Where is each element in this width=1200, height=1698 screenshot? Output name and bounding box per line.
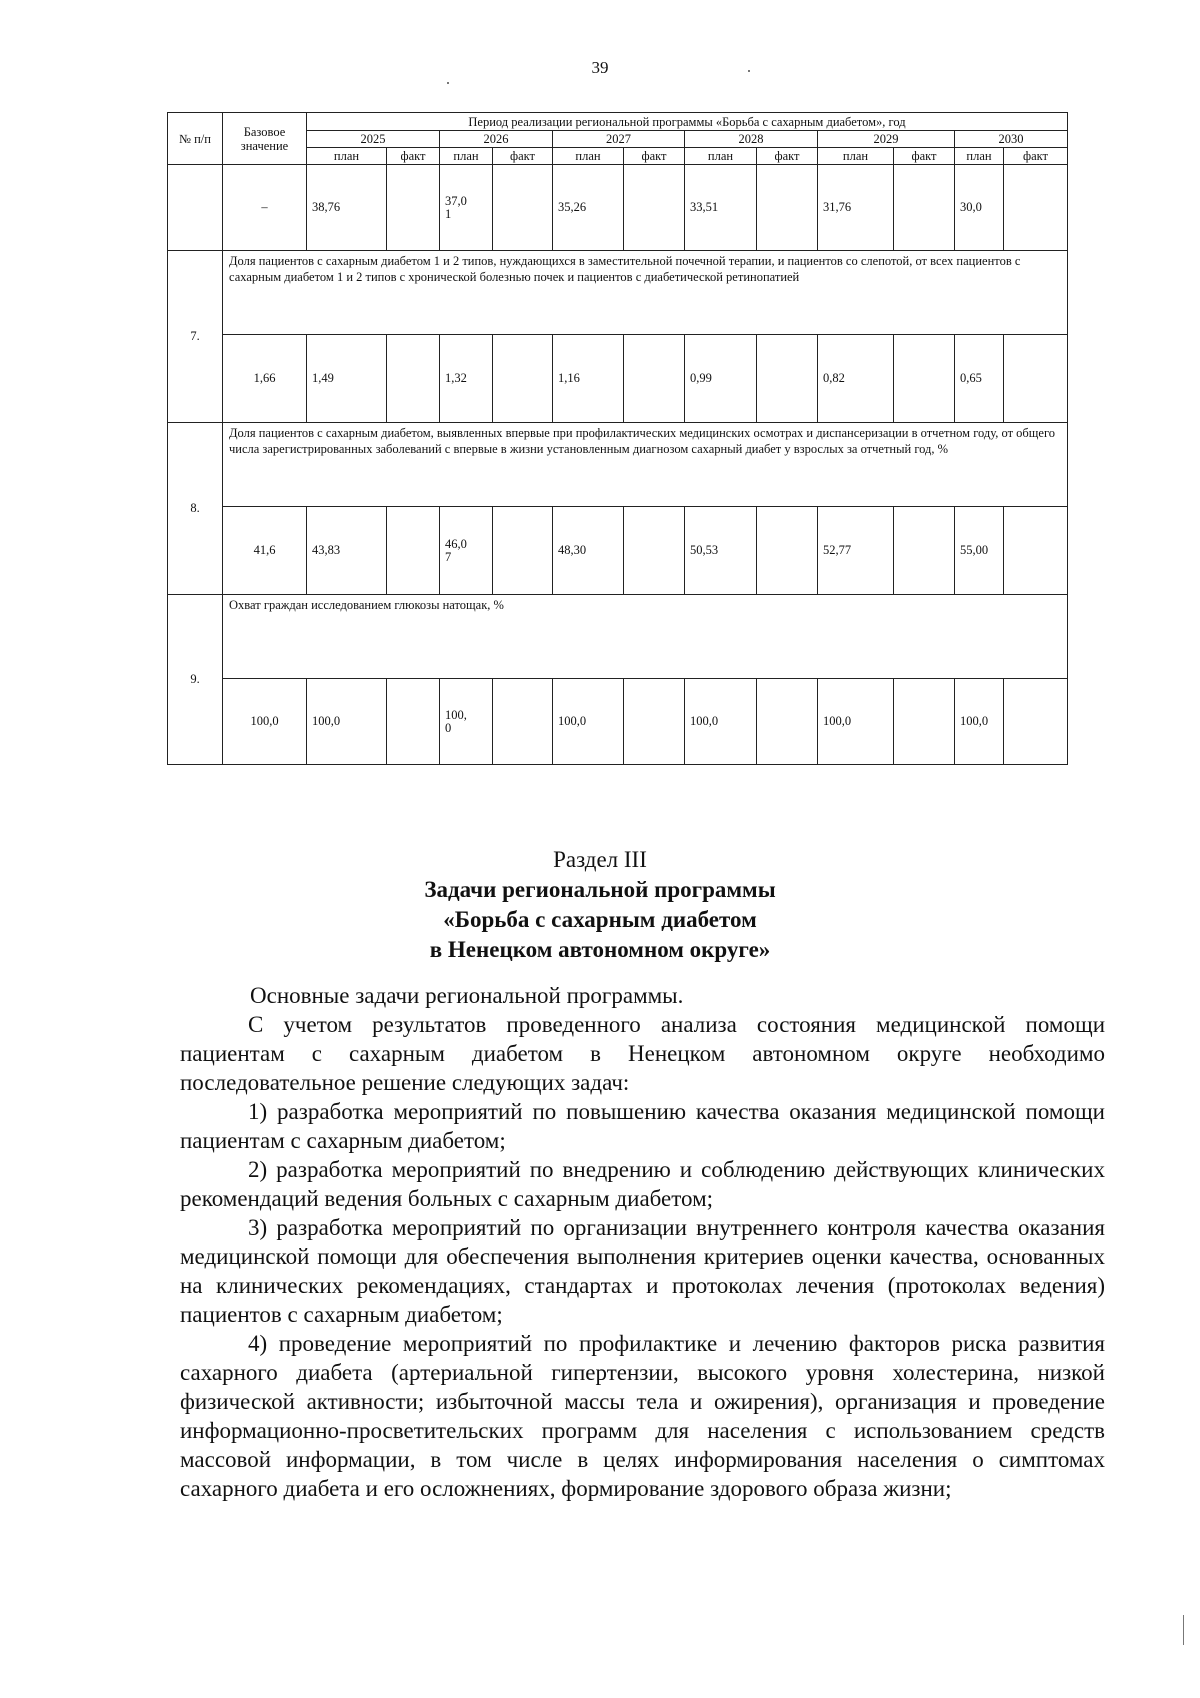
year-header: 2030 <box>955 131 1068 148</box>
base-value: 100,0 <box>223 679 307 765</box>
fact-value <box>387 165 440 251</box>
plan-value: 100,0 <box>818 679 894 765</box>
fact-header: факт <box>757 148 818 165</box>
plan-value: 50,53 <box>685 507 757 595</box>
section-label: Раздел III <box>553 847 647 872</box>
fact-value <box>757 679 818 765</box>
fact-header: факт <box>387 148 440 165</box>
fact-header: факт <box>493 148 553 165</box>
fact-value <box>1004 507 1068 595</box>
plan-value: 48,30 <box>553 507 624 595</box>
plan-value: 1,16 <box>553 335 624 423</box>
plan-value: 100, 0 <box>440 679 493 765</box>
plan-header: план <box>955 148 1004 165</box>
table-row <box>168 679 1068 765</box>
section-title-line: Задачи региональной программы <box>424 877 776 902</box>
section-title-line: «Борьба с сахарным диабетом <box>443 907 757 932</box>
plan-header: план <box>307 148 387 165</box>
fact-value <box>387 679 440 765</box>
table-row <box>168 165 1068 251</box>
fact-value <box>1004 165 1068 251</box>
col-header-base: Базовое значение <box>223 113 307 165</box>
fact-value <box>387 507 440 595</box>
fact-value <box>894 679 955 765</box>
table-row <box>168 595 1068 679</box>
fact-value <box>624 507 685 595</box>
year-header: 2026 <box>440 131 553 148</box>
fact-value <box>757 335 818 423</box>
col-header-num: № п/п <box>168 113 223 165</box>
scan-edge-mark <box>1183 1615 1184 1645</box>
table-row <box>168 507 1068 595</box>
plan-value: 100,0 <box>685 679 757 765</box>
plan-value: 100,0 <box>553 679 624 765</box>
plan-value: 100,0 <box>307 679 387 765</box>
plan-header: план <box>685 148 757 165</box>
col-header-period: Период реализации региональной программы «Борьба с сахарным диабетом», год <box>307 113 1068 131</box>
paragraph: 4) проведение мероприятий по профилактике и лечению факторов риска развития сахарного диабета (артериальной гипертензии, высокого уровня холестерина, низкой физической активности; избыточной массы тела и ожирения), организация и проведение информационно-просветительских программ для населения с использованием средств массовой информации, в том числе в целях информирования населения о симптомах сахарного диабета и его осложнениях, формирование здорового образа жизни; <box>180 1331 1105 1501</box>
row-num <box>168 165 223 251</box>
fact-value <box>624 679 685 765</box>
paragraph: 2) разработка мероприятий по внедрению и соблюдению действующих клинических рекомендаций ведения больных с сахарным диабетом; <box>180 1157 1105 1211</box>
plan-value: 1,32 <box>440 335 493 423</box>
fact-value <box>493 679 553 765</box>
indicators-table <box>167 112 1068 765</box>
page-number: 39 <box>591 58 609 77</box>
plan-value: 46,0 7 <box>440 507 493 595</box>
fact-value <box>757 507 818 595</box>
plan-header: план <box>818 148 894 165</box>
row-num: 8. <box>168 423 223 595</box>
fact-value <box>493 335 553 423</box>
year-header: 2027 <box>553 131 685 148</box>
base-value: 41,6 <box>223 507 307 595</box>
year-header: 2028 <box>685 131 818 148</box>
paragraph: С учетом результатов проведенного анализа состояния медицинской помощи пациентам с сахарным диабетом в Ненецком автономном округе необходимо последовательное решение следующих задач: <box>180 1012 1105 1095</box>
row-num: 9. <box>168 595 223 765</box>
fact-value <box>624 165 685 251</box>
section-title-line: в Ненецком автономном округе» <box>429 937 771 962</box>
plan-value: 100,0 <box>955 679 1004 765</box>
fact-value <box>387 335 440 423</box>
paragraph: 3) разработка мероприятий по организации внутреннего контроля качества оказания медицинской помощи для обеспечения выполнения критериев оценки качества, основанных на клинических рекомендациях, стандартах и протоколах лечения (протоколах ведения) пациентов с сахарным диабетом; <box>180 1215 1105 1327</box>
body-text <box>180 981 1105 1503</box>
plan-value: 35,26 <box>553 165 624 251</box>
plan-value: 31,76 <box>818 165 894 251</box>
indicator-description: Охват граждан исследованием глюкозы натощак, % <box>223 595 1068 679</box>
table-row <box>168 423 1068 507</box>
fact-value <box>493 507 553 595</box>
fact-value <box>1004 679 1068 765</box>
plan-value: 52,77 <box>818 507 894 595</box>
fact-value <box>894 335 955 423</box>
fact-value <box>1004 335 1068 423</box>
table-row <box>168 335 1068 423</box>
section-heading <box>0 845 1200 965</box>
plan-value: 0,99 <box>685 335 757 423</box>
base-value: 1,66 <box>223 335 307 423</box>
plan-value: 33,51 <box>685 165 757 251</box>
plan-header: план <box>440 148 493 165</box>
plan-value: 30,0 <box>955 165 1004 251</box>
plan-header: план <box>553 148 624 165</box>
fact-value <box>624 335 685 423</box>
plan-value: 0,65 <box>955 335 1004 423</box>
table-row <box>168 251 1068 335</box>
plan-value: 43,83 <box>307 507 387 595</box>
year-header: 2025 <box>307 131 440 148</box>
row-num: 7. <box>168 251 223 423</box>
fact-value <box>757 165 818 251</box>
plan-value: 37,0 1 <box>440 165 493 251</box>
plan-value: 55,00 <box>955 507 1004 595</box>
scan-speck <box>748 70 750 72</box>
scan-speck <box>447 82 449 84</box>
plan-value: 0,82 <box>818 335 894 423</box>
fact-header: факт <box>894 148 955 165</box>
plan-value: 38,76 <box>307 165 387 251</box>
paragraph: 1) разработка мероприятий по повышению качества оказания медицинской помощи пациентам с сахарным диабетом; <box>180 1099 1105 1153</box>
fact-header: факт <box>1004 148 1068 165</box>
fact-value <box>493 165 553 251</box>
paragraph: Основные задачи региональной программы. <box>250 983 684 1008</box>
year-header: 2029 <box>818 131 955 148</box>
indicator-description: Доля пациентов с сахарным диабетом, выявленных впервые при профилактических медицинских осмотрах и диспансеризации в отчетном году, от общего числа зарегистрированных заболеваний с впервые в жизни установленным диагнозом сахарный диабет у взрослых за отчетный год, % <box>223 423 1068 507</box>
indicator-description: Доля пациентов с сахарным диабетом 1 и 2 типов, нуждающихся в заместительной почечной терапии, и пациентов со слепотой, от всех пациентов с сахарным диабетом 1 и 2 типов с хронической болезнью почек и пациентов с диабетической ретинопатией <box>223 251 1068 335</box>
fact-header: факт <box>624 148 685 165</box>
plan-value: 1,49 <box>307 335 387 423</box>
fact-value <box>894 507 955 595</box>
base-value: – <box>223 165 307 251</box>
fact-value <box>894 165 955 251</box>
